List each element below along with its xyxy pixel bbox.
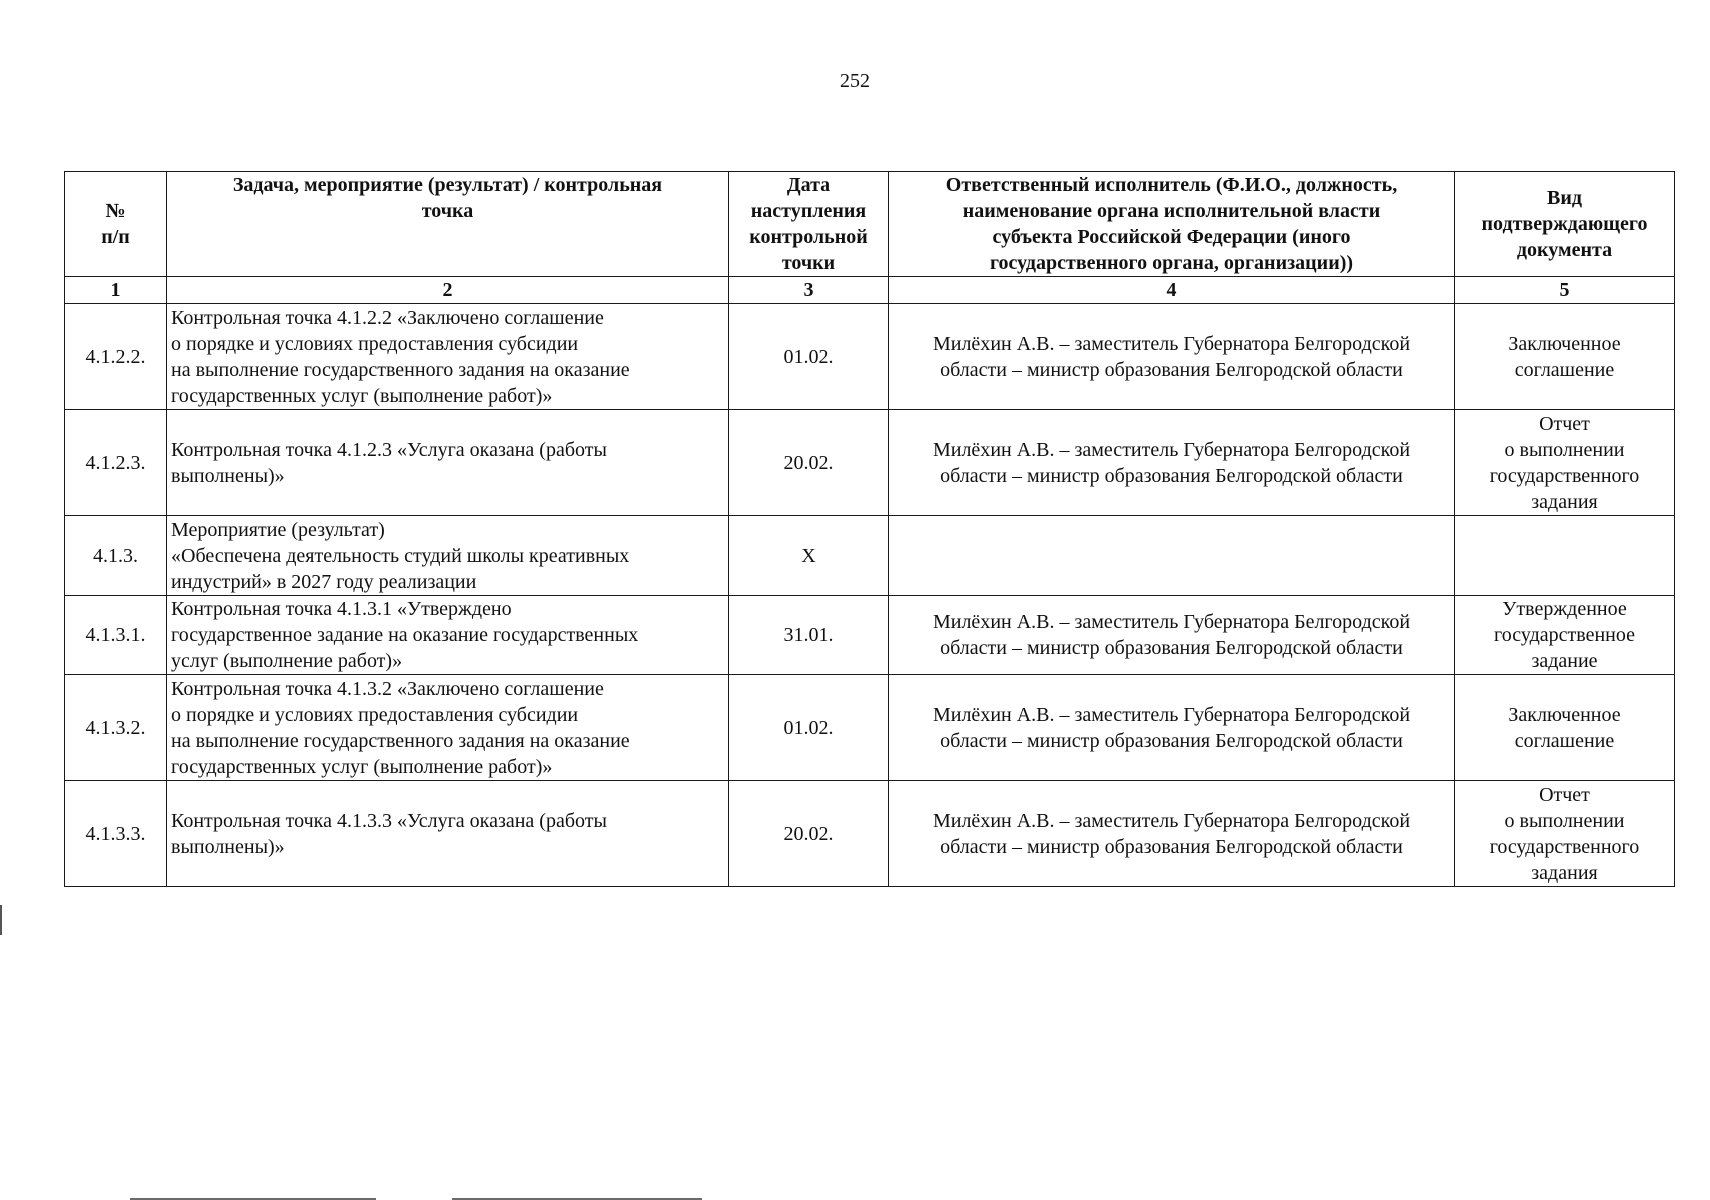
row-responsible xyxy=(889,596,1455,675)
row-date: Х xyxy=(729,516,889,596)
cell-line: Милёхин А.В. – заместитель Губернатора Белгородской xyxy=(932,332,1411,355)
cell-line: государственных услуг (выполнение работ)» xyxy=(171,755,553,778)
cell-line: государственного xyxy=(1489,835,1640,858)
control-points-table xyxy=(64,171,1675,887)
header-cell-document xyxy=(1455,172,1675,277)
cell-line: подтверждающего xyxy=(1481,213,1648,235)
header-cell-responsible xyxy=(889,172,1455,277)
column-number: 5 xyxy=(1455,277,1675,304)
cell-line: задание xyxy=(1531,650,1598,672)
cell-line: Контрольная точка 4.1.2.3 «Услуга оказана (работы xyxy=(171,438,607,461)
cell-line: области – министр образования Белгородской области xyxy=(940,637,1403,659)
cell-line: Милёхин А.В. – заместитель Губернатора Белгородской xyxy=(932,809,1411,832)
row-responsible xyxy=(889,781,1455,887)
column-number: 4 xyxy=(889,277,1455,304)
cell-line: Контрольная точка 4.1.3.1 «Утверждено xyxy=(171,598,512,620)
cell-line: государственное xyxy=(1494,624,1635,646)
row-responsible xyxy=(889,675,1455,781)
cell-line: задания xyxy=(1531,861,1598,884)
row-responsible xyxy=(889,410,1455,516)
column-number: 3 xyxy=(729,277,889,304)
cell-line: Милёхин А.В. – заместитель Губернатора Белгородской xyxy=(932,703,1411,726)
header-cell-number xyxy=(65,172,167,277)
cell-line: области – министр образования Белгородской области xyxy=(940,464,1403,487)
scan-margin-mark xyxy=(0,905,2,935)
cell-line: Утвержденное xyxy=(1502,598,1627,620)
cell-line: субъекта Российской Федерации (иного xyxy=(992,226,1351,248)
row-task xyxy=(167,781,729,887)
cell-line: № xyxy=(105,200,126,222)
row-document xyxy=(1455,304,1675,410)
row-task xyxy=(167,410,729,516)
row-task xyxy=(167,675,729,781)
cell-line: услуг (выполнение работ)» xyxy=(171,650,403,672)
table-row xyxy=(65,410,1675,516)
cell-line: Милёхин А.В. – заместитель Губернатора Белгородской xyxy=(932,611,1411,633)
row-number: 4.1.3.2. xyxy=(65,675,167,781)
row-number: 4.1.2.2. xyxy=(65,304,167,410)
table-header-row xyxy=(65,172,1675,277)
cell-line: наступления xyxy=(750,200,867,222)
row-date: 20.02. xyxy=(729,410,889,516)
cell-line: контрольной xyxy=(749,226,868,248)
row-number: 4.1.2.3. xyxy=(65,410,167,516)
cell-line: Контрольная точка 4.1.3.3 «Услуга оказана (работы xyxy=(171,809,607,832)
row-responsible xyxy=(889,516,1455,596)
cell-line: точка xyxy=(421,200,474,222)
row-task xyxy=(167,304,729,410)
row-document xyxy=(1455,596,1675,675)
cell-line: п/п xyxy=(101,226,130,248)
cell-line: соглашение xyxy=(1514,358,1615,381)
row-date: 20.02. xyxy=(729,781,889,887)
column-number: 1 xyxy=(65,277,167,304)
cell-line: Милёхин А.В. – заместитель Губернатора Белгородской xyxy=(932,438,1411,461)
cell-line: Контрольная точка 4.1.2.2 «Заключено соглашение xyxy=(171,306,604,329)
column-number: 2 xyxy=(167,277,729,304)
cell-line: Заключенное xyxy=(1508,703,1621,726)
cell-line: государственного xyxy=(1489,464,1640,487)
cell-line: государственного органа, организации)) xyxy=(989,252,1354,274)
row-date: 01.02. xyxy=(729,304,889,410)
row-number: 4.1.3.3. xyxy=(65,781,167,887)
row-date: 31.01. xyxy=(729,596,889,675)
cell-line: области – министр образования Белгородской области xyxy=(940,729,1403,752)
cell-line: «Обеспечена деятельность студий школы креативных xyxy=(171,544,630,567)
row-document xyxy=(1455,675,1675,781)
cell-line: точки xyxy=(781,252,836,274)
cell-line: Отчет xyxy=(1539,412,1590,435)
cell-line: Ответственный исполнитель (Ф.И.О., должность, xyxy=(945,174,1398,196)
cell-line: государственных услуг (выполнение работ)» xyxy=(171,384,553,407)
row-document xyxy=(1455,410,1675,516)
row-document xyxy=(1455,781,1675,887)
cell-line: документа xyxy=(1516,239,1613,261)
row-document xyxy=(1455,516,1675,596)
table-row xyxy=(65,304,1675,410)
row-date: 01.02. xyxy=(729,675,889,781)
row-responsible xyxy=(889,304,1455,410)
header-cell-date xyxy=(729,172,889,277)
cell-line: на выполнение государственного задания на оказание xyxy=(171,358,630,381)
cell-line: государственное задание на оказание государственных xyxy=(171,624,639,646)
cell-line: о выполнении xyxy=(1504,809,1625,832)
cell-line: соглашение xyxy=(1514,729,1615,752)
cell-line: наименование органа исполнительной власти xyxy=(962,200,1381,222)
table-row xyxy=(65,516,1675,596)
table-row xyxy=(65,596,1675,675)
cell-line: Вид xyxy=(1547,187,1582,209)
page-number: 252 xyxy=(840,70,870,92)
cell-line: области – министр образования Белгородской области xyxy=(940,358,1403,381)
table-row xyxy=(65,781,1675,887)
cell-line: выполнены)» xyxy=(171,835,285,858)
table-row xyxy=(65,675,1675,781)
cell-line: области – министр образования Белгородской области xyxy=(940,835,1403,858)
cell-line: о выполнении xyxy=(1504,438,1625,461)
cell-line: индустрий» в 2027 году реализации xyxy=(171,570,477,593)
row-task xyxy=(167,516,729,596)
cell-line: Задача, мероприятие (результат) / контрольная xyxy=(232,174,663,196)
column-number-row xyxy=(65,277,1675,304)
cell-line: Контрольная точка 4.1.3.2 «Заключено соглашение xyxy=(171,677,604,700)
cell-line: Заключенное xyxy=(1508,332,1621,355)
row-number: 4.1.3. xyxy=(65,516,167,596)
cell-line: на выполнение государственного задания на оказание xyxy=(171,729,630,752)
row-number: 4.1.3.1. xyxy=(65,596,167,675)
cell-line: выполнены)» xyxy=(171,464,285,487)
cell-line: Мероприятие (результат) xyxy=(171,518,385,541)
cell-line: Дата xyxy=(786,174,831,196)
cell-line: задания xyxy=(1531,490,1598,513)
cell-line: о порядке и условиях предоставления субсидии xyxy=(171,703,579,726)
row-task xyxy=(167,596,729,675)
header-cell-task xyxy=(167,172,729,277)
cell-line: Отчет xyxy=(1539,783,1590,806)
cell-line: о порядке и условиях предоставления субсидии xyxy=(171,332,579,355)
